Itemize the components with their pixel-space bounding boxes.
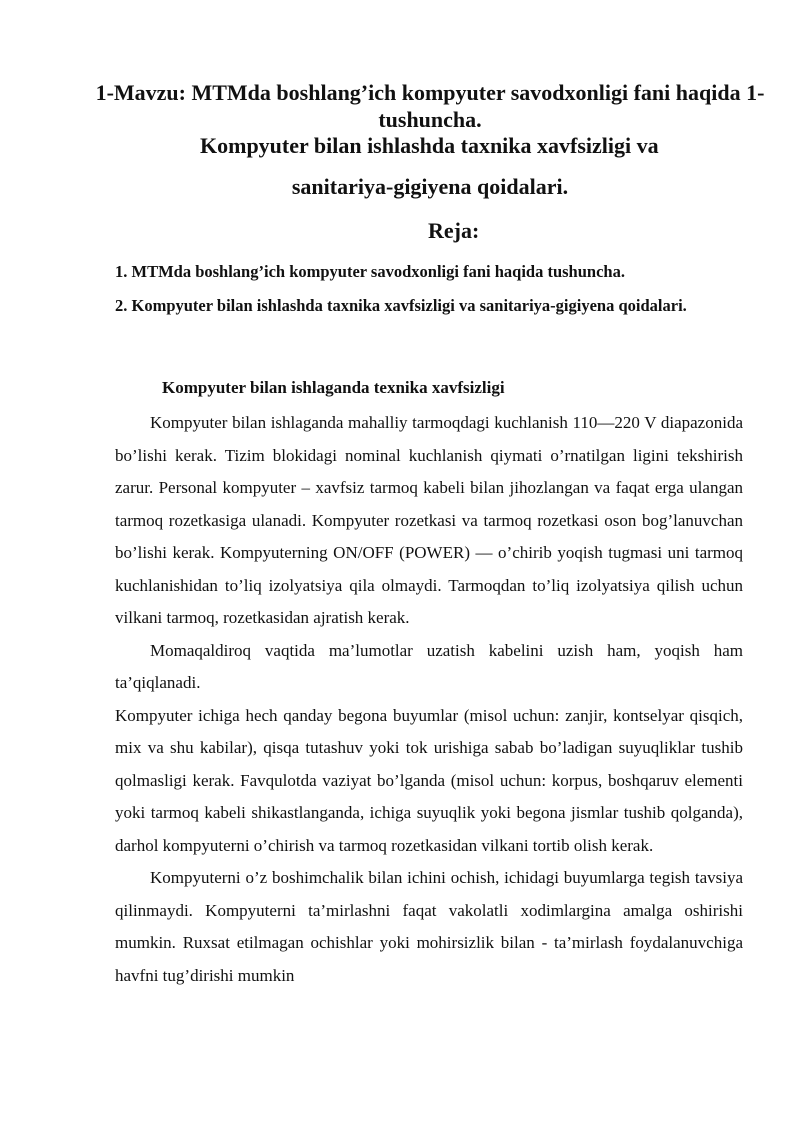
paragraph-2: Momaqaldiroq vaqtida ma’lumotlar uzatish kabelini uzish ham, yoqish ham ta’qiqlanadi.	[115, 640, 743, 692]
section-body	[115, 407, 743, 992]
plan-list	[115, 255, 745, 323]
title-line-2: Kompyuter bilan ishlashda taxnika xavfsizligi va	[200, 133, 659, 158]
paragraph-3: Kompyuter ichiga hech qanday begona buyumlar (misol uchun: zanjir, kontselyar qisqich, mix va shu kabilar), qisqa tutashuv yoki tok urishiga sabab bo’ladigan suyuqliklar tushib qolmasligi kerak. Favqulotda vaziyat bo’lganda (misol uchun: korpus, boshqaruv elementi yoki tarmoq kabeli shikastlanganda, ichiga suyuqlik yoki begona jismlar tushib qolganda), darhol kompyuterni o’chirish va tarmoq rozetkasidan vilkani tortib olish kerak.	[115, 705, 743, 855]
plan-item-2: 2. Kompyuter bilan ishlashda taxnika xavfsizligi va sanitariya-gigiyena qoidalari.	[115, 296, 687, 315]
title-line-1: 1-Mavzu: MTMda boshlang’ich kompyuter savodxonligi fani haqida 1-tushuncha.	[95, 80, 765, 132]
plan-heading: Reja:	[428, 218, 480, 243]
title-line-3: sanitariya-gigiyena qoidalari.	[291, 174, 569, 199]
section-heading: Kompyuter bilan ishlaganda texnika xavfsizligi	[162, 378, 505, 397]
paragraph-1: Kompyuter bilan ishlaganda mahalliy tarmoqdagi kuchlanish 110—220 V diapazonida bo’lishi kerak. Tizim blokidagi nominal kuchlanish qiymati o’rnatilgan ligini tekshirish zarur. Personal kompyuter – xavfsiz tarmoq kabeli bilan jihozlangan va faqat erga ulangan tarmoq rozetkasiga ulanadi. Kompyuter rozetkasi va tarmoq rozetkasi oson bog’lanuvchan bo’lishi kerak. Kompyuterning ON/OFF (POWER) — o’chirib yoqish tugmasi uni tarmoq kuchlanishidan to’liq izolyatsiya qila olmaydi. Tarmoqdan to’liq izolyatsiya qilish uchun vilkani tarmoq, rozetkasidan ajratish kerak.	[115, 413, 743, 627]
paragraph-4: Kompyuterni o’z boshimchalik bilan ichini ochish, ichidagi buyumlarga tegish tavsiya qilinmaydi. Kompyuterni ta’mirlashni faqat vakolatli xodimlargina amalga oshirishi mumkin. Ruxsat etilmagan ochishlar yoki mohirsizlik bilan - ta’mirlash foydalanuvchiga havfni tug’dirishi mumkin	[115, 868, 743, 985]
plan-item-1: 1. MTMda boshlang’ich kompyuter savodxonligi fani haqida tushuncha.	[115, 262, 625, 281]
